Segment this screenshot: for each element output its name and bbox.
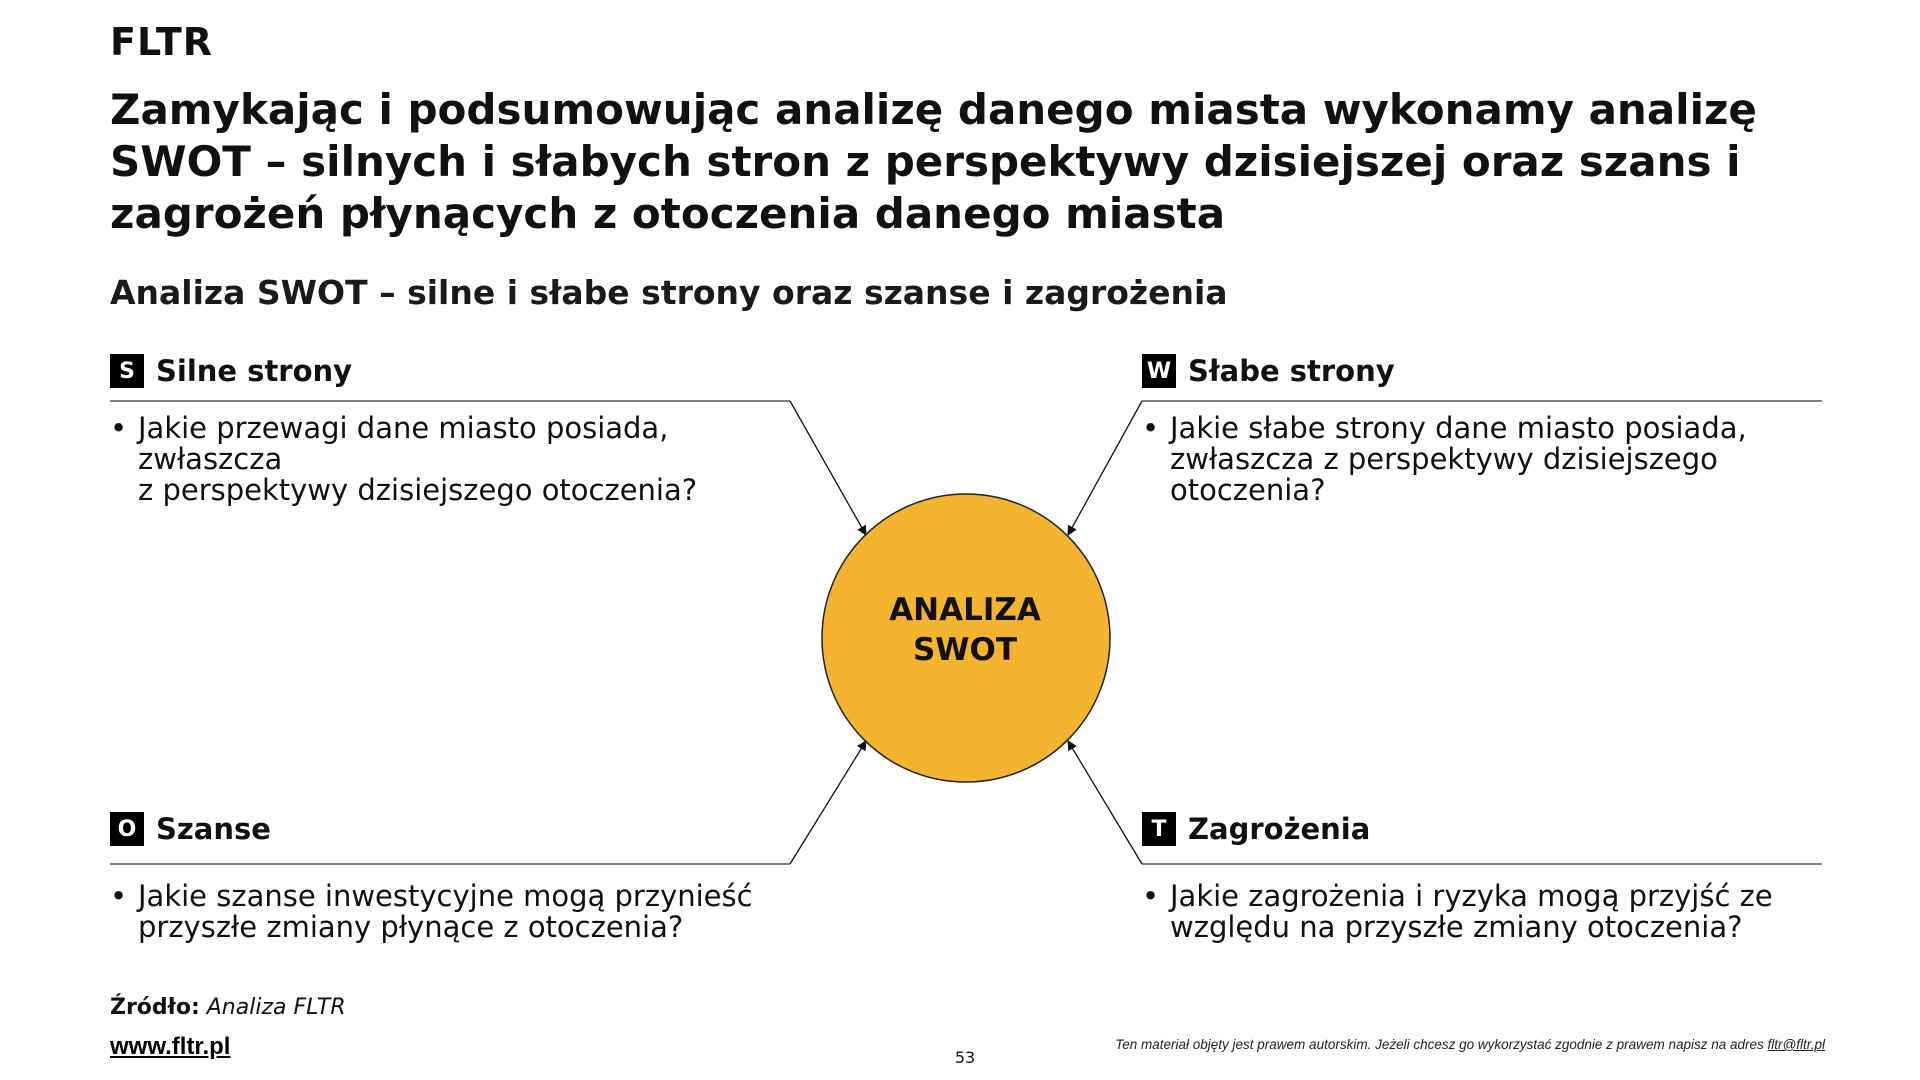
quadrant-weaknesses-title: Słabe strony bbox=[1188, 354, 1395, 388]
letter-badge-t: T bbox=[1142, 812, 1176, 846]
quadrant-weaknesses-header bbox=[1142, 354, 1395, 388]
fltr-logo: FLTR bbox=[110, 20, 214, 64]
quadrant-opportunities-text: Jakie szanse inwestycyjne mogą przynieść przyszłe zmiany płynące z otoczenia? bbox=[138, 879, 753, 944]
letter-badge-s: S bbox=[110, 354, 144, 388]
bullet-dot: • bbox=[1142, 411, 1160, 445]
copyright-email-link[interactable]: fltr@fltr.pl bbox=[1767, 1037, 1825, 1052]
arrow-opportunities bbox=[790, 741, 866, 864]
arrow-threats bbox=[1068, 741, 1142, 864]
letter-badge-w: W bbox=[1142, 354, 1176, 388]
page-number: 53 bbox=[954, 1048, 976, 1067]
quadrant-opportunities-bullet bbox=[110, 881, 790, 943]
source-note bbox=[110, 995, 346, 1020]
source-value: Analiza FLTR bbox=[206, 995, 346, 1020]
page-title: Zamykając i podsumowując analizę danego miasta wykonamy analizę SWOT – silnych i słabych stron z perspektywy dzisiejszej oraz szans i zagrożeń płynących z otoczenia danego miasta bbox=[110, 85, 1757, 238]
center-label: ANALIZA SWOT bbox=[889, 592, 1041, 668]
source-label: Źródło: bbox=[110, 995, 200, 1020]
quadrant-opportunities-title: Szanse bbox=[156, 812, 271, 846]
quadrant-threats-text: Jakie zagrożenia i ryzyka mogą przyjść ze względu na przyszłe zmiany otoczenia? bbox=[1170, 879, 1773, 944]
arrow-weaknesses bbox=[1068, 401, 1142, 535]
bullet-dot: • bbox=[1142, 879, 1160, 913]
quadrant-strengths-title: Silne strony bbox=[156, 354, 353, 388]
letter-badge-o: O bbox=[110, 812, 144, 846]
bullet-dot: • bbox=[110, 411, 128, 445]
bullet-dot: • bbox=[110, 879, 128, 913]
quadrant-weaknesses-text: Jakie słabe strony dane miasto posiada, zwłaszcza z perspektywy dzisiejszego otoczenia? bbox=[1170, 411, 1747, 507]
copyright-text: Ten materiał objęty jest prawem autorskim. Jeżeli chcesz go wykorzystać zgodnie z prawem napisz na adres bbox=[1115, 1037, 1764, 1052]
arrow-strengths bbox=[790, 401, 866, 535]
quadrant-threats-title: Zagrożenia bbox=[1188, 812, 1371, 846]
quadrant-opportunities-header bbox=[110, 812, 271, 846]
copyright-notice bbox=[1115, 1037, 1825, 1052]
page-subtitle: Analiza SWOT – silne i słabe strony oraz szanse i zagrożenia bbox=[110, 273, 1228, 312]
quadrant-strengths-bullet bbox=[110, 413, 790, 506]
quadrant-strengths-text: Jakie przewagi dane miasto posiada, zwłaszcza z perspektywy dzisiejszego otoczenia? bbox=[138, 411, 698, 507]
quadrant-weaknesses-bullet bbox=[1142, 413, 1822, 506]
website-link[interactable]: www.fltr.pl bbox=[110, 1033, 231, 1060]
quadrant-strengths-header bbox=[110, 354, 352, 388]
quadrant-threats-header bbox=[1142, 812, 1370, 846]
quadrant-threats-bullet bbox=[1142, 881, 1822, 943]
